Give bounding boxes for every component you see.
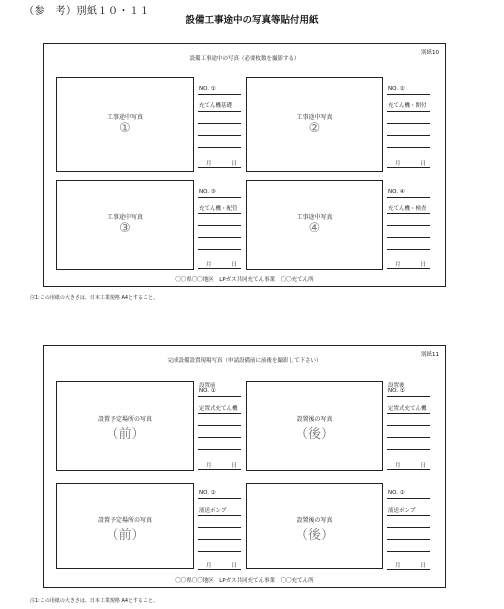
- sheet-1-footer: 〇〇県〇〇地区 LPガス共同充てん事業 〇〇充てん所: [175, 277, 314, 283]
- date-day: 日: [420, 563, 426, 569]
- sheet-2-label: 別紙11: [421, 352, 439, 358]
- photo-description: 充てん機・検査: [388, 206, 427, 212]
- photo-label: 設置予定場所の写真: [97, 517, 152, 524]
- photo-number: NO. ①: [199, 388, 216, 394]
- photo-frame: [246, 77, 383, 172]
- photo-number: NO. ①: [388, 388, 405, 394]
- date-day: 日: [231, 262, 237, 268]
- photo-label: 設置後の写真: [296, 517, 333, 524]
- photo-number-mark: ④: [308, 221, 321, 236]
- photo-label: 工事途中写真: [296, 114, 333, 121]
- photo-info-block: [387, 483, 430, 575]
- sheet-2: [43, 345, 446, 588]
- sheet-1-label: 別紙10: [421, 50, 439, 56]
- date-month: 月: [395, 563, 401, 569]
- photo-frame: [246, 483, 383, 569]
- photo-frame: [56, 483, 194, 569]
- photo-description: 定置式充てん機: [388, 406, 427, 412]
- date-day: 日: [420, 463, 426, 469]
- photo-label: 工事途中写真: [296, 214, 333, 221]
- photo-frame: [56, 77, 194, 172]
- photo-description: 充てん機基礎: [199, 103, 233, 109]
- sheet-2-title: 完成設備設置現場写真（申請設備前に前後を撮影して下さい）: [167, 358, 322, 364]
- photo-before-after-mark: （前）: [105, 427, 145, 442]
- photo-number-mark: ②: [308, 121, 321, 136]
- photo-number: NO. ①: [199, 86, 216, 92]
- photo-number: NO. ②: [199, 490, 216, 496]
- date-day: 日: [231, 463, 237, 469]
- sheet-1-title: 設備工事途中の写真（必要枚数を撮影する）: [189, 56, 300, 62]
- photo-info-block: [198, 483, 241, 575]
- photo-description: 充てん機・配管: [199, 206, 238, 212]
- sheet-1: [43, 43, 446, 287]
- photo-number-mark: ①: [119, 121, 131, 136]
- photo-frame: [56, 381, 194, 471]
- photo-description: 液送ポンプ: [388, 508, 416, 514]
- photo-frame: [246, 381, 383, 471]
- note-2: 注1:この用紙の大きさは、日本工業規格 A4とすること。: [30, 598, 159, 604]
- date-month: 月: [206, 262, 212, 268]
- date-month: 月: [395, 463, 401, 469]
- photo-frame: [246, 180, 383, 270]
- date-day: 日: [231, 563, 237, 569]
- date-day: 日: [420, 161, 426, 167]
- photo-info-block: [198, 379, 241, 473]
- photo-number: NO. ②: [388, 86, 405, 92]
- photo-stage: 設置前: [199, 383, 216, 389]
- photo-stage: 設置後: [388, 383, 405, 389]
- photo-number: NO. ④: [388, 189, 405, 195]
- note-1: 注1:この用紙の大きさは、日本工業規格 A4とすること。: [30, 295, 159, 301]
- photo-label: 設置後の写真: [296, 416, 333, 423]
- date-day: 日: [420, 262, 426, 268]
- photo-info-block: [198, 180, 241, 274]
- photo-description: 充てん機・開付: [388, 103, 427, 109]
- photo-label: 設置予定場所の写真: [97, 416, 152, 423]
- photo-label: 工事途中写真: [106, 214, 143, 221]
- photo-info-block: [387, 77, 430, 172]
- date-month: 月: [206, 463, 212, 469]
- photo-label: 工事途中写真: [106, 114, 143, 121]
- photo-number-mark: ③: [119, 221, 131, 236]
- photo-number: NO. ②: [388, 490, 405, 496]
- reference-label: （参 考）別紙１０・１１: [24, 6, 150, 17]
- photo-description: 液送ポンプ: [199, 508, 227, 514]
- date-month: 月: [395, 161, 401, 167]
- photo-info-block: [387, 180, 430, 274]
- date-day: 日: [231, 161, 237, 167]
- photo-description: 定置式充てん機: [199, 406, 238, 412]
- photo-frame: [56, 180, 194, 270]
- photo-info-block: [387, 379, 430, 473]
- photo-before-after-mark: （後）: [294, 528, 334, 543]
- photo-before-after-mark: （前）: [105, 528, 145, 543]
- photo-info-block: [198, 77, 241, 172]
- page-title: 設備工事途中の写真等貼付用紙: [185, 15, 319, 26]
- date-month: 月: [206, 563, 212, 569]
- date-month: 月: [206, 161, 212, 167]
- photo-number: NO. ③: [199, 189, 216, 195]
- date-month: 月: [395, 262, 401, 268]
- sheet-2-footer: 〇〇県〇〇地区 LPガス共同充てん事業 〇〇充てん所: [175, 578, 314, 584]
- photo-before-after-mark: （後）: [294, 427, 334, 442]
